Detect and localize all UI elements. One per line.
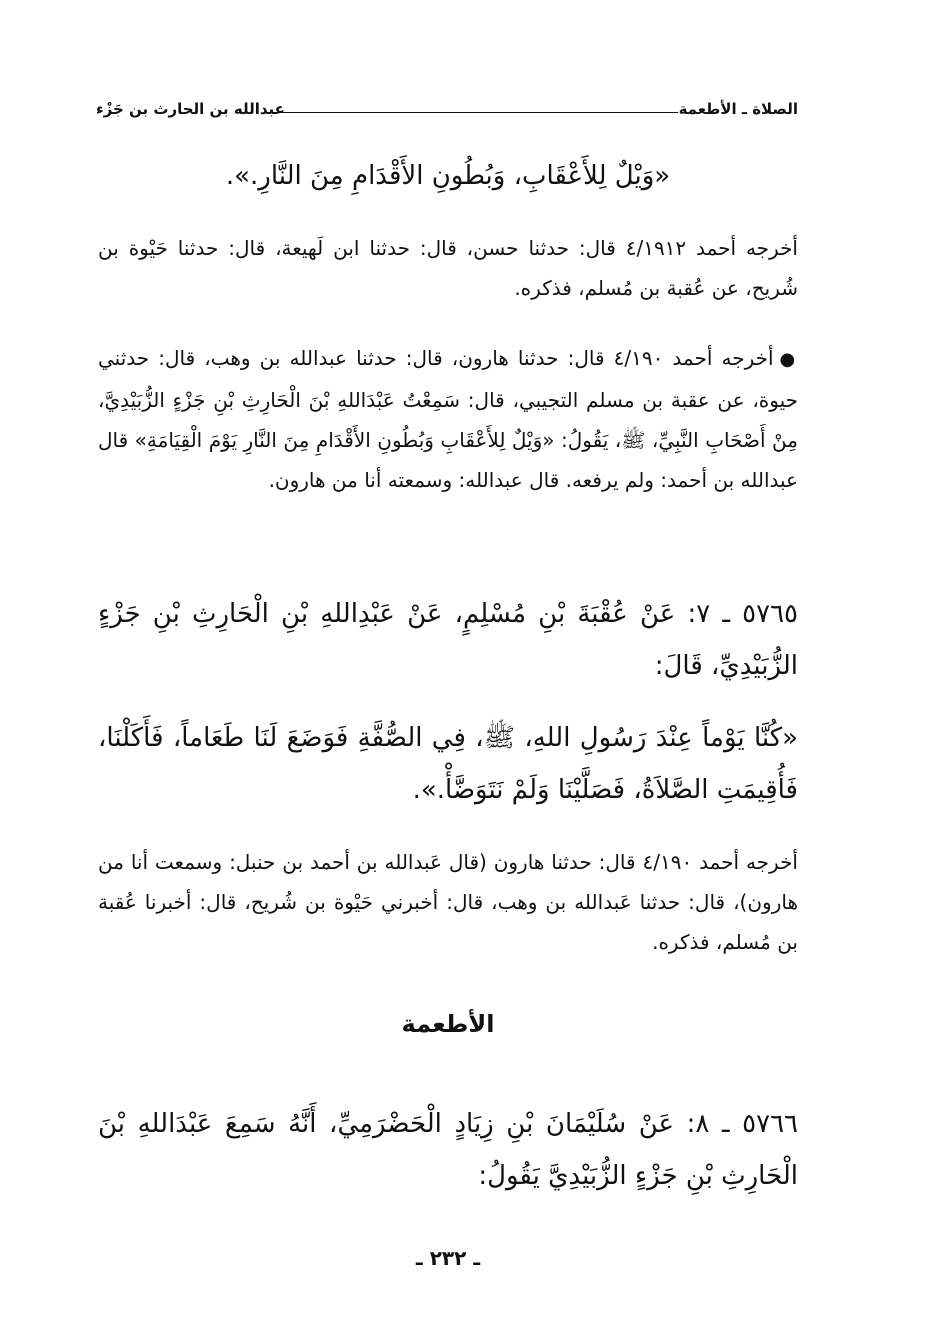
- takhrij-note-1: أخرجه أحمد ٤/١٩١٢ قال: حدثنا حسن، قال: حدثنا ابن لَهيعة، قال: حدثنا حَيْوة بن شُريح، عن عُقبة بن مُسلم، فذكره.: [98, 236, 798, 300]
- page-number: ـ ٢٣٢ ـ: [415, 1246, 481, 1270]
- header-chapter: الصلاة ـ الأطعمة: [678, 100, 798, 118]
- quote-2: «كُنَّا يَوْماً عِنْدَ رَسُولِ اللهِ، ﷺ، فِي الصُّفَّةِ فَوَضَعَ لَنَا طَعَاماً، فَأَكَلْنَا، فَأُقِيمَتِ الصَّلاَةُ، فَصَلَّيْنَا وَلَمْ نَتَوَضَّأْ.».: [98, 723, 798, 805]
- takhrij-note-3: أخرجه أحمد ٤/١٩٠ قال: حدثنا هارون (قال عَبدالله بن أحمد بن حنبل: وسمعت أنا من هارون)، قال: حدثنا عَبدالله بن وهب، قال: أخبرني حَيْوة بن شُريح، قال: أخبرنا عُقبة بن مُسلم، فذكره.: [98, 850, 798, 954]
- bullet-icon: [774, 346, 798, 370]
- header-rule: [266, 112, 678, 113]
- takhrij-note-2: [98, 338, 798, 500]
- running-header: [96, 100, 798, 122]
- quote-1: «وَيْلٌ لِلأَعْقَابِ، وَبُطُونِ الأَقْدَامِ مِنَ النَّارِ.».: [225, 161, 671, 191]
- hadith-5765: ٥٧٦٥ ـ ٧: عَنْ عُقْبَةَ بْنِ مُسْلِمٍ، عَنْ عَبْدِاللهِ بْنِ الْحَارِثِ بْنِ جَزْءٍ الزُّبَيْدِيِّ، قَالَ:: [98, 599, 798, 681]
- section-title: الأطعمة: [401, 1010, 495, 1038]
- hadith-5766: ٥٧٦٦ ـ ٨: عَنْ سُلَيْمَانَ بْنِ زِيَادٍ الْحَضْرَمِيِّ، أَنَّهُ سَمِعَ عَبْدَاللهِ بْنَ الْحَارِثِ بْنِ جَزْءٍ الزُّبَيْدِيَّ يَقُولُ:: [98, 1109, 798, 1191]
- takhrij-note-2-text: أخرجه أحمد ٤/١٩٠ قال: حدثنا هارون، قال: حدثنا عبدالله بن وهب، قال: حدثني حيوة، عن عقبة بن مسلم التجيبي، قال: سَمِعْتُ عَبْدَاللهِ بْنَ الْحَارِثِ بْنِ جَزْءٍ الزُّبَيْدِيَّ، مِنْ أَصْحَابِ النَّبِيِّ، ﷺ، يَقُولُ: «وَيْلٌ لِلأَعْقَابِ وَبُطُونِ الأَقْدَامِ مِنَ النَّارِ يَوْمَ الْقِيَامَةِ» قال عبدالله بن أحمد: ولم يرفعه. قال عبدالله: وسمعته أنا من هارون.: [98, 346, 798, 492]
- header-narrator: عبدالله بن الحارث بن جَزْء: [96, 100, 285, 118]
